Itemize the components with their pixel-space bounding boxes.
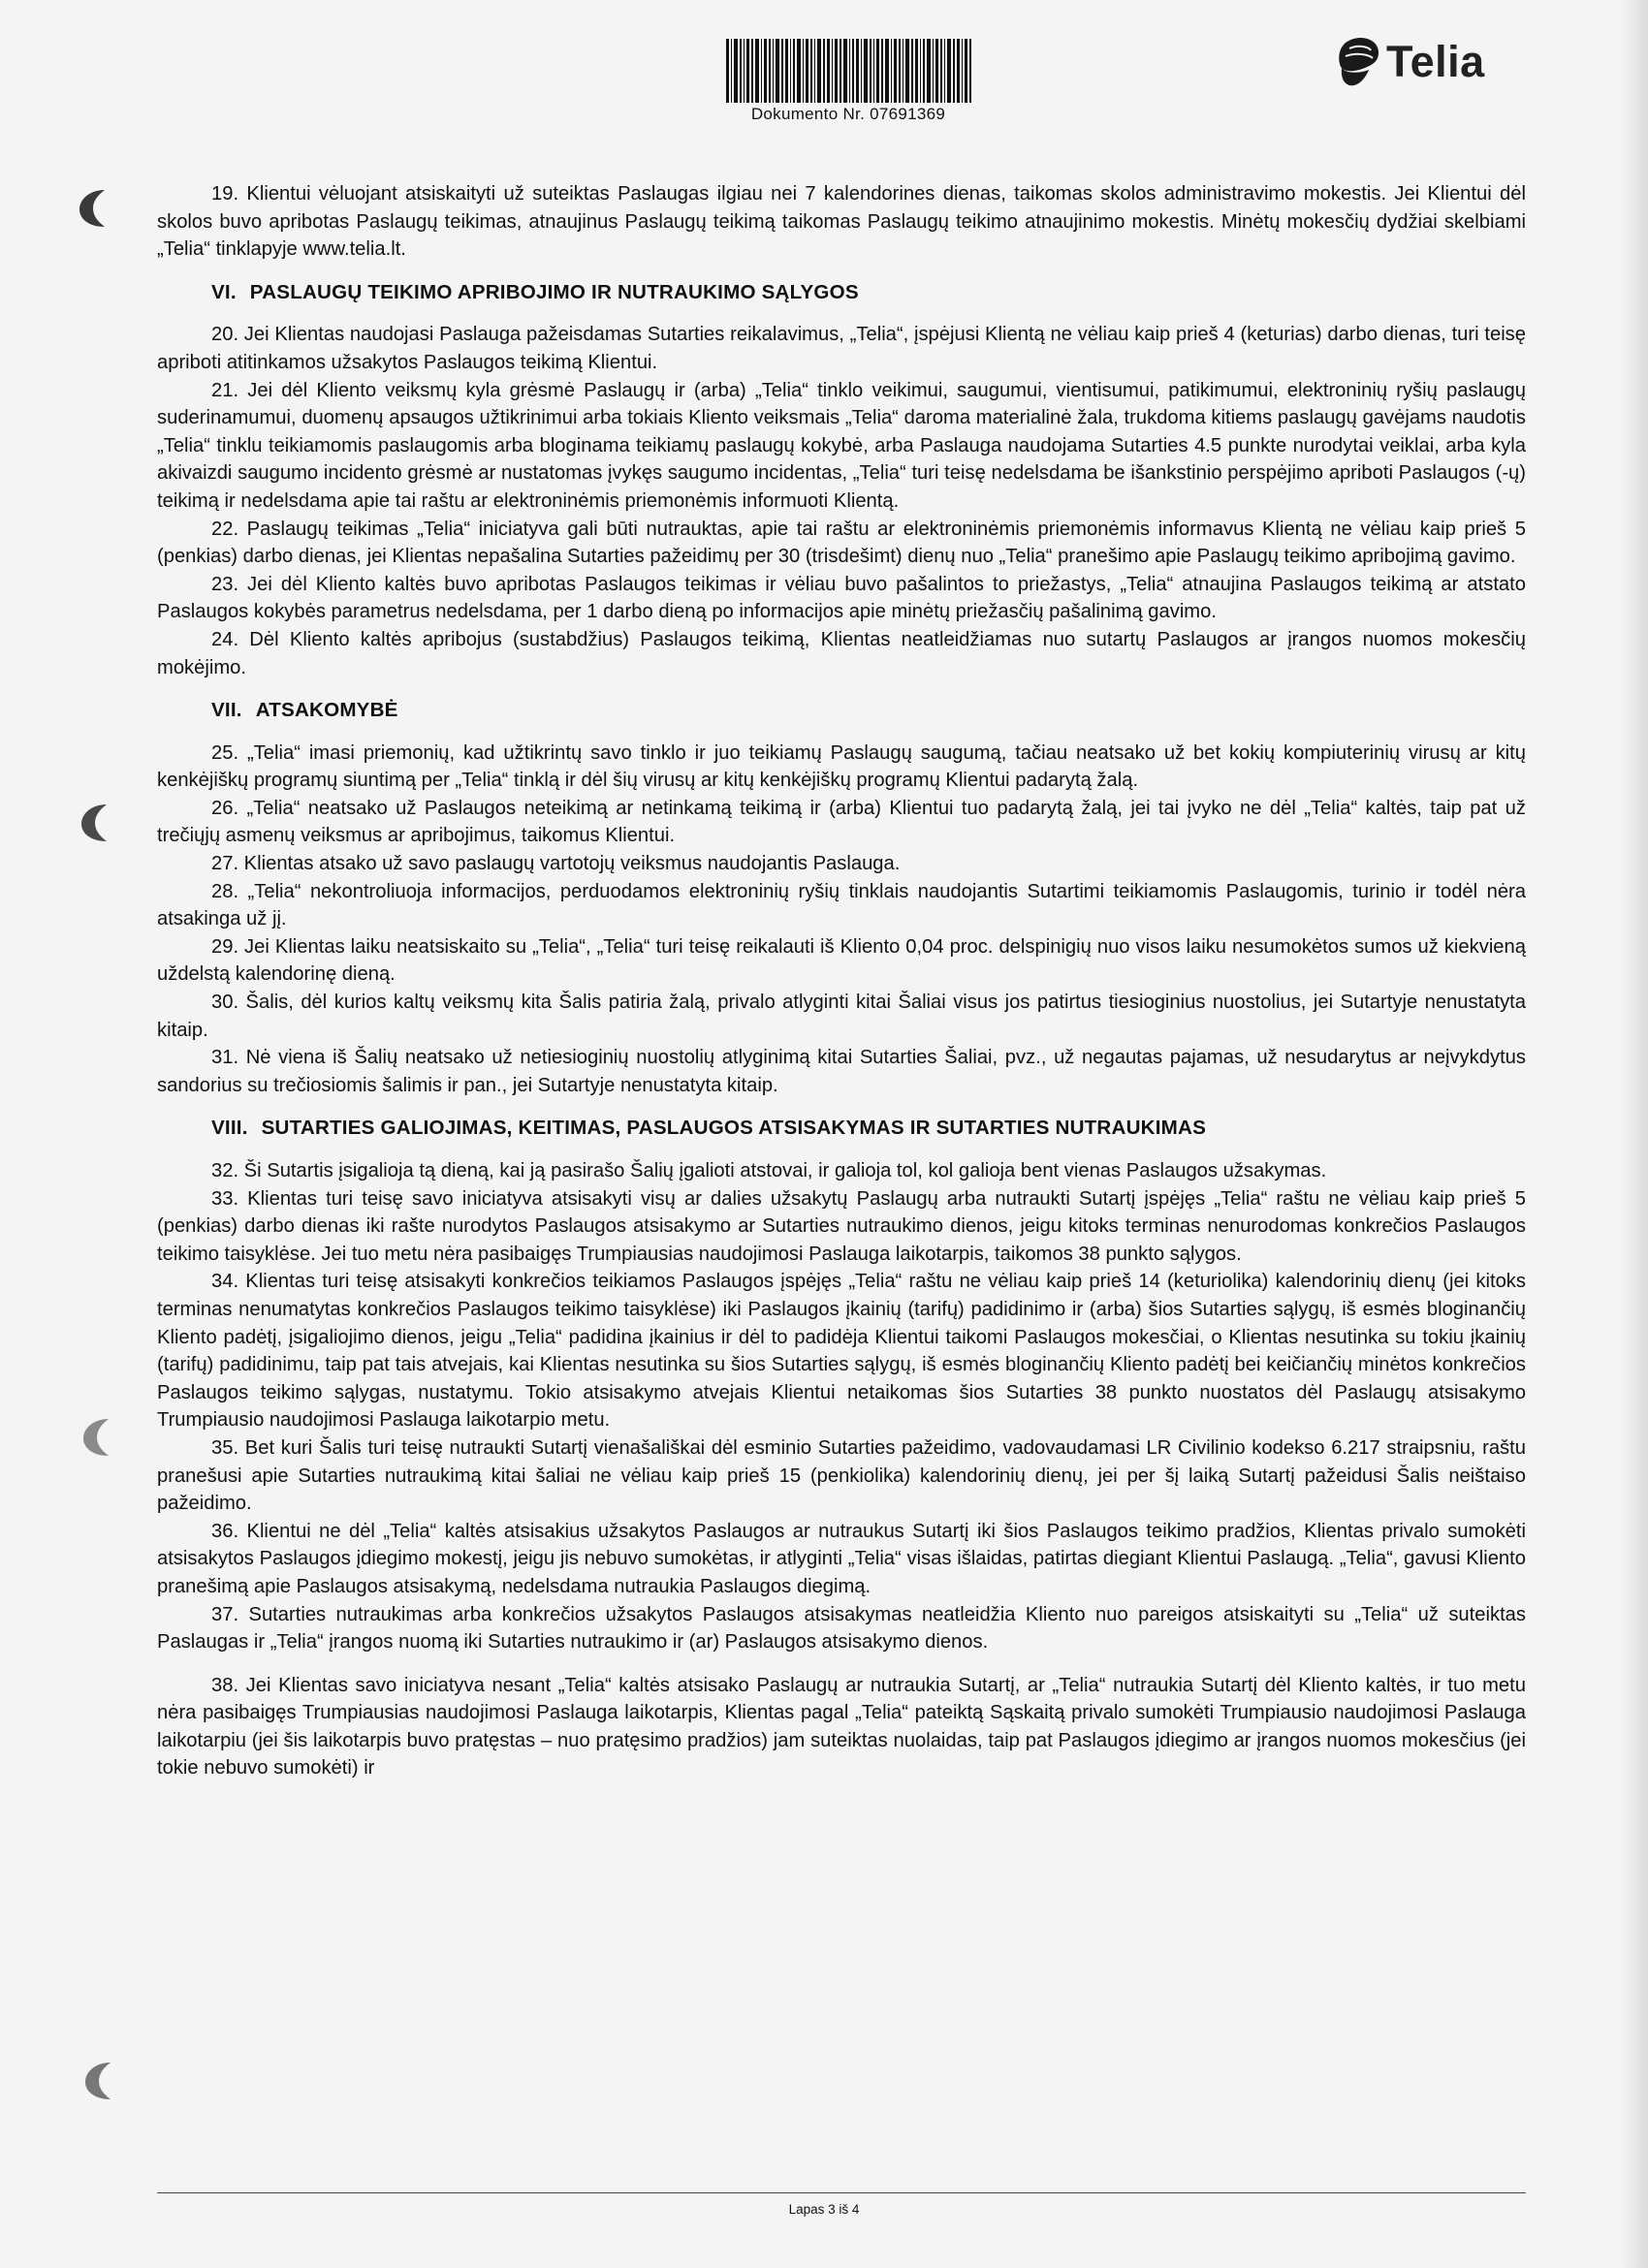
- paragraph-26: 26. „Telia“ neatsako už Paslaugos neteikimą ar netinkamą teikimą ir (arba) Klientui tuo padarytą žalą, jei tai įvyko ne dėl „Telia“ kaltės, taip pat už trečiųjų asmenų veiksmus ar apribojimus, taikomus Klientui.: [157, 797, 1526, 847]
- paragraph-34: 34. Klientas turi teisę atsisakyti konkrečios teikiamos Paslaugos įspėjęs „Telia“ raštu ne vėliau kaip prieš 14 (keturiolika) kalendorinių dienų (jei kitoks terminas nenumatytas konkrečios Paslaugos teikimo taisyklėse) iki Paslaugos įkainių (tarifų) padidinimo ir (arba) šios Sutarties sąlygų, iš esmės bloginančių Kliento padėtį, įsigaliojimo dienos, jeigu „Telia“ padidina įkainius ir dėl to padidėja Klientui taikomi Paslaugos mokesčiai, o Klientas nesutinka su tokiu įkainių (tarifų) padidinimu, taip pat tais atvejais, kai Klientas nesutinka su šios Sutarties sąlygų, iš esmės bloginančių Kliento padėtį bei keičiančių minėtos konkrečios Paslaugos teikimo sąlygas, nustatymu. Tokio atsisakymo atvejais Klientui netaikomas šios Sutarties 38 punkto nuostatos dėl Paslaugų atsisakymo Trumpiausio naudojimosi Paslauga laikotarpio metu.: [157, 1271, 1526, 1432]
- paragraph-35: 35. Bet kuri Šalis turi teisę nutraukti Sutartį vienašališkai dėl esminio Sutarties pažeidimo, vadovaudamasi LR Civilinio kodekso 6.217 straipsniu, raštu pranešusi apie Sutarties nutraukimą kitai šaliai ne vėliau kaip prieš 15 (penkiolika) kalendorinių dienų, jei per šį laiką Sutartį pažeidusi Šalis neištaiso pažeidimo.: [157, 1436, 1526, 1515]
- paragraph-36: 36. Klientui ne dėl „Telia“ kaltės atsisakius užsakytos Paslaugos ar nutraukus Sutartį iki šios Paslaugos teikimo pradžios, Klientas privalo sumokėti atsisakytos Paslaugos įdiegimo mokestį, jeigu jis nebuvo sumokėtas, ir atlyginti „Telia“ visas išlaidas, patirtas diegiant Klientui Paslaugą. „Telia“, gavusi Kliento pranešimą apie Paslaugos atsisakymą, nedelsdama nutraukia Paslaugos diegimą.: [157, 1520, 1526, 1597]
- paragraph-31: 31. Nė viena iš Šalių neatsako už netiesioginių nuostolių atlyginimą kitai Sutarties Šaliai, pvz., už negautas pajamas, už nesudarytus ar neįvykdytus sandorius su trečiosiomis šalimis ir pan., jei Sutartyje nenustatyta kitaip.: [157, 1047, 1526, 1096]
- paragraph-33: 33. Klientas turi teisę savo iniciatyva atsisakyti visų ar dalies užsakytų Paslaugų arba nutraukti Sutartį įspėjęs „Telia“ raštu ne vėliau kaip prieš 5 (penkias) darbo dienas iki rašte nurodytos Paslaugos atsisakymo ar Sutarties nutraukimo dienos, jeigu kitoks terminas nenurodomas konkrečios Paslaugos teikimo taisyklėse. Jei tuo metu nėra pasibaigęs Trumpiausias naudojimosi Paslauga laikotarpis, taikomos 38 punkto sąlygos.: [157, 1187, 1526, 1265]
- paragraph-22: 22. Paslaugų teikimas „Telia“ iniciatyva gali būti nutrauktas, apie tai raštu ar elektroninėmis priemonėmis informavus Klientą ne vėliau kaip prieš 5 (penkias) darbo dienas, jei Klientas nepašalina Sutarties pažeidimų per 30 (trisdešimt) dienų nuo „Telia“ pranešimo apie Paslaugų teikimo apribojimą gavimo.: [157, 518, 1526, 568]
- barcode-image: [724, 39, 972, 103]
- paragraph-23: 23. Jei dėl Kliento kaltės buvo apribotas Paslaugos teikimas ir vėliau buvo pašalintos to priežastys, „Telia“ atnaujina Paslaugos teikimą ar atstato Paslaugos kokybės parametrus nedelsdama, per 1 darbo dieną po informacijos apie minėtų priežasčių pašalinimą gavimo.: [157, 573, 1526, 623]
- paragraph-spacer: [157, 1656, 1526, 1672]
- section-title: SUTARTIES GALIOJIMAS, KEITIMAS, PASLAUGOS ATSISAKYMAS IR SUTARTIES NUTRAUKIMAS: [261, 1117, 1207, 1140]
- paragraph-38: 38. Jei Klientas savo iniciatyva nesant „Telia“ kaltės atsisako Paslaugų ar nutraukia Sutartį, ar „Telia“ nutraukia Sutartį dėl Kliento kaltės, ir tuo metu nėra pasibaigęs Trumpiausias naudojimosi Paslauga laikotarpis, Klientas pagal „Telia“ pateiktą Sąskaitą privalo sumokėti Trumpiausio naudojimosi Paslauga laikotarpiu (jei šis laikotarpis buvo pratęstas – nuo pratęsimo pradžios) jam suteiktas nuolaidas, taip pat Paslaugos įdiegimo ar įrangos nuomos mokesčius (jei tokie nebuvo sumokėti) ir: [157, 1674, 1526, 1780]
- section-title: PASLAUGŲ TEIKIMO APRIBOJIMO IR NUTRAUKIMO SĄLYGOS: [249, 280, 859, 303]
- punch-hole-mark: [78, 801, 111, 845]
- scan-edge-shadow: [1621, 0, 1648, 2268]
- document-number: Dokumento Nr. 07691369: [750, 105, 946, 123]
- paragraph-25: 25. „Telia“ imasi priemonių, kad užtikrintų savo tinklo ir juo teikiamų Paslaugų saugumą, tačiau neatsako už bet kokių kompiuterinių virusų ar kitų kenkėjiškų programų siuntimą per „Telia“ tinklą ir dėl šių virusų ar kitų kenkėjiškų programų Klientui padarytą žalą.: [157, 741, 1526, 792]
- punch-hole-mark: [81, 2059, 114, 2103]
- section-number: VII.: [211, 699, 242, 722]
- section-title: ATSAKOMYBĖ: [255, 699, 398, 722]
- paragraph-29: 29. Jei Klientas laiku neatsiskaito su „Telia“, „Telia“ turi teisę reikalauti iš Kliento 0,04 proc. delspinigių nuo visos laiku nesumokėtos sumos už kiekvieną uždelstą kalendorinę dieną.: [157, 935, 1526, 986]
- telia-logo-text: Telia: [1386, 37, 1485, 86]
- paragraph-30: 30. Šalis, dėl kurios kaltų veiksmų kita Šalis patiria žalą, privalo atlyginti kitai Šaliai visus jos patirtus tiesioginius nuostolius, jei Sutartyje nenustatyta kitaip.: [157, 992, 1526, 1041]
- footer-divider: [157, 2192, 1526, 2193]
- paragraph-27: 27. Klientas atsako už savo paslaugų vartotojų veiksmus naudojantis Paslauga.: [211, 853, 901, 875]
- section-heading-viii: [157, 1099, 1526, 1157]
- page-number: Lapas 3 iš 4: [788, 2202, 860, 2217]
- paragraph-32: 32. Ši Sutartis įsigalioja tą dieną, kai ją pasirašo Šalių įgalioti atstovai, ir galioja tol, kol galioja bent vienas Paslaugos užsakymas.: [211, 1160, 1327, 1181]
- paragraph-28: 28. „Telia“ nekontroliuoja informacijos, perduodamos elektroninių ryšių tinklais naudojantis Sutartimi teikiamomis Paslaugomis, turinio ir todėl nėra atsakinga už jį.: [157, 880, 1526, 930]
- punch-hole-mark: [76, 186, 109, 231]
- section-number: VIII.: [211, 1117, 248, 1140]
- section-number: VI.: [211, 280, 237, 303]
- section-heading-vi: [157, 264, 1526, 322]
- paragraph-21: 21. Jei dėl Kliento veiksmų kyla grėsmė Paslaugų ir (arba) „Telia“ tinklo veikimui, saugumui, vientisumui, patikimumui, elektroninių ryšių paslaugų suderinamumui, duomenų apsaugos užtikrinimui arba tokiais Kliento veiksmais „Telia“ daroma materialinė žala, trukdoma kitiems paslaugų gavėjams naudotis „Telia“ tinklu teikiamomis paslaugomis arba bloginama teikiamų paslaugų kokybė, arba Paslauga naudojama Sutarties 4.5 punkte nurodytai veiklai, arba kyla akivaizdi saugumo incidento grėsmė ar nustatomas įvykęs saugumo incidentas, „Telia“ turi teisę nedelsdama be išankstinio perspėjimo apriboti Paslaugos (-ų) teikimą ir nedelsdama apie tai raštu ar elektroninėmis priemonėmis informuoti Klientą.: [157, 379, 1526, 512]
- document-body: [157, 180, 1526, 1782]
- paragraph-19: 19. Klientui vėluojant atsiskaityti už suteiktas Paslaugas ilgiau nei 7 kalendorines dienas, taikomas skolos administravimo mokestis. Jei Klientui dėl skolos buvo apribotas Paslaugų teikimas, atnaujinus Paslaugų teikimą taikomas Paslaugų teikimo atnaujinimo mokestis. Minėtų mokesčių dydžiai skelbiami „Telia“ tinklapyje www.telia.lt.: [157, 183, 1526, 261]
- section-heading-vii: [157, 681, 1526, 740]
- punch-hole-mark: [79, 1415, 112, 1460]
- barcode-block: [721, 39, 975, 124]
- paragraph-37: 37. Sutarties nutraukimas arba konkrečios užsakytos Paslaugos atsisakymas neatleidžia Kliento nuo pareigos atsiskaityti su „Telia“ už suteiktas Paslaugas ir „Telia“ įrangos nuomą iki Sutarties nutraukimo ir (ar) Paslaugos atsisakymo dienos.: [157, 1603, 1526, 1654]
- telia-logo: [1336, 35, 1485, 89]
- paragraph-24: 24. Dėl Kliento kaltės apribojus (sustabdžius) Paslaugos teikimą, Klientas neatleidžiamas nuo sutartų Paslaugos ar įrangos nuomos mokesčių mokėjimo.: [157, 628, 1526, 678]
- telia-pebble-icon: [1336, 35, 1380, 89]
- paragraph-20: 20. Jei Klientas naudojasi Paslauga pažeisdamas Sutarties reikalavimus, „Telia“, įspėjusi Klientą ne vėliau kaip prieš 4 (keturias) darbo dienas, turi teisę apriboti atitinkamos užsakytos Paslaugos teikimą Klientui.: [157, 324, 1526, 373]
